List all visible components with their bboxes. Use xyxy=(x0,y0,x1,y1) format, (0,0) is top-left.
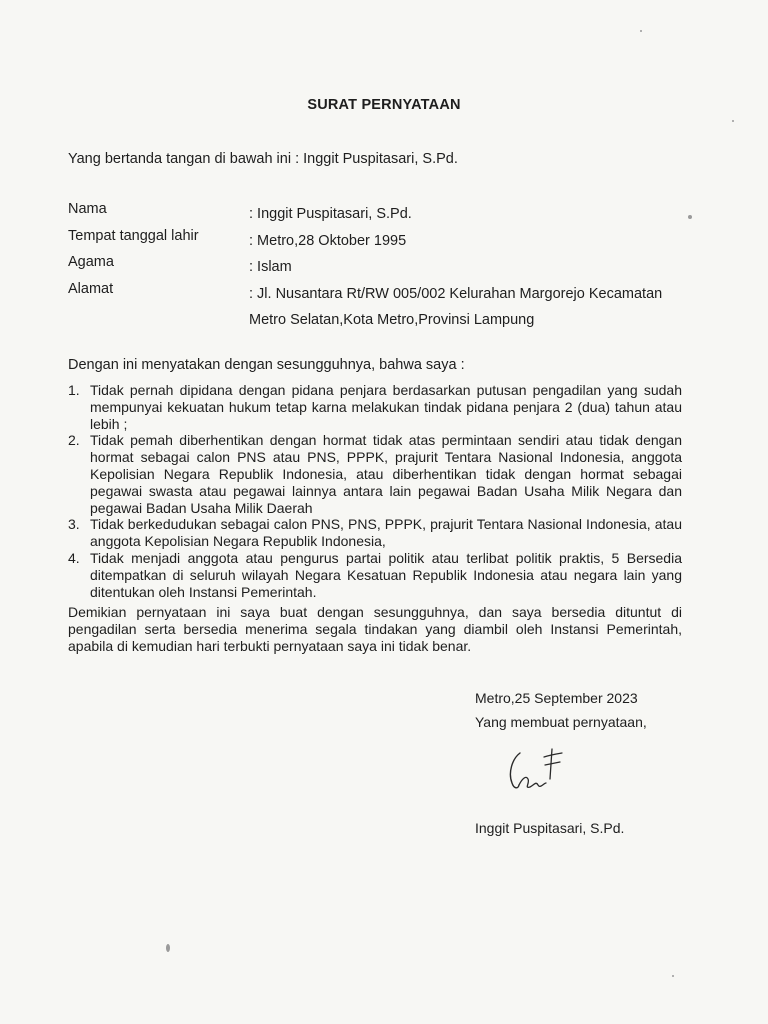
identity-table xyxy=(68,201,698,341)
field-label: Alamat xyxy=(68,280,114,297)
list-number: 2. xyxy=(68,432,80,449)
identity-row-address xyxy=(68,281,698,341)
list-text: Tidak pernah dipidana dengan pidana penjara berdasarkan putusan pengadilan yang sudah mempunyai kekuatan hukum tetap karna melakukan tindak pidana penjara 2 (dua) tahun atau lebih ; xyxy=(90,382,682,432)
scan-speck xyxy=(672,975,674,977)
scan-speck xyxy=(688,215,692,219)
list-number: 3. xyxy=(68,516,80,533)
place-date: Metro,25 September 2023 xyxy=(475,690,638,706)
list-item xyxy=(68,382,682,432)
scan-speck xyxy=(640,30,642,32)
field-value: : Islam xyxy=(249,259,292,275)
field-label: Nama xyxy=(68,201,107,217)
list-item xyxy=(68,516,682,550)
field-label: Tempat tanggal lahir xyxy=(68,227,199,244)
signer-name: Inggit Puspitasari, S.Pd. xyxy=(475,820,625,836)
field-value: : Metro,28 Oktober 1995 xyxy=(249,232,407,249)
scan-speck xyxy=(166,944,170,952)
identity-row-birth xyxy=(68,228,698,255)
scan-speck xyxy=(732,120,734,122)
identity-row-religion xyxy=(68,254,698,281)
identity-row-name xyxy=(68,201,698,228)
document-title: SURAT PERNYATAAN xyxy=(307,97,461,113)
field-value: : Jl. Nusantara Rt/RW 005/002 Kelurahan Margorejo Kecamatan Metro Selatan,Kota Metro,Provinsi Lampung xyxy=(249,285,663,328)
intro-line: Yang bertanda tangan di bawah ini : Inggit Puspitasari, S.Pd. xyxy=(68,151,458,167)
list-text: Tidak menjadi anggota atau pengurus partai politik atau terlibat politik praktis, 5 Bersedia ditempatkan di seluruh wilayah Negara Kesatuan Republik Indonesia atau negara lain yang ditentukan oleh Instansi Pemerintah. xyxy=(90,549,682,600)
closing-paragraph: Demikian pernyataan ini saya buat dengan sesungguhnya, dan saya bersedia dituntut di pengadilan serta bersedia menerima segala tindakan yang diambil oleh Instansi Pemerintah, apabila di kemudian hari terbukti pernyataan saya ini tidak benar. xyxy=(68,604,682,654)
field-label: Agama xyxy=(68,254,114,270)
list-text: Tidak pemah diberhentikan dengan hormat tidak atas permintaan sendiri atau tidak dengan hormat sebagai calon PNS atau PNS, PPPK, prajurit Tentara Nasional Indonesia, anggota Kepolisian Negara Republik Indonesia, atau diberhentikan tidak dengan hormat sebagai pegawai swasta atau pegawai lainnya antara lain pegawai Badan Usaha Milik Negara dan pegawai Badan Usaha Milik Daerah xyxy=(90,432,682,516)
list-number: 1. xyxy=(68,382,80,398)
statement-list xyxy=(68,382,682,600)
field-value: : Inggit Puspitasari, S.Pd. xyxy=(249,206,412,222)
list-number: 4. xyxy=(68,549,80,566)
handwritten-signature xyxy=(506,745,576,795)
signer-role: Yang membuat pernyataan, xyxy=(475,714,647,730)
list-item xyxy=(68,550,682,600)
list-text: Tidak berkedudukan sebagai calon PNS, PNS, PPPK, prajurit Tentara Nasional Indonesia, atau anggota Kepolisian Negara Republik Indonesia, xyxy=(90,516,682,550)
statement-lead: Dengan ini menyatakan dengan sesungguhnya, bahwa saya : xyxy=(68,357,465,373)
list-item xyxy=(68,432,682,516)
